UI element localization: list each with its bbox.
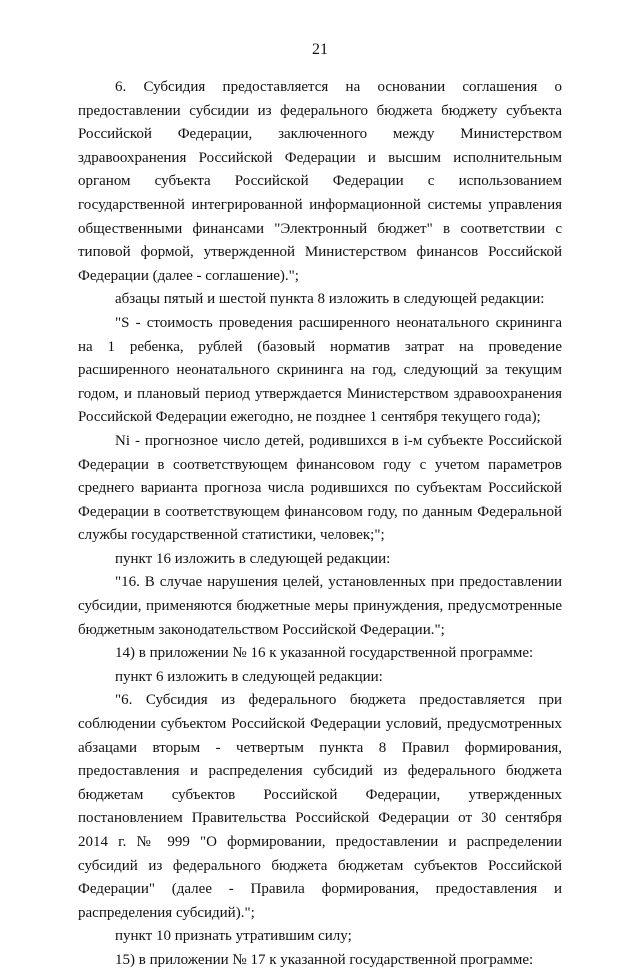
document-body [78,76,562,973]
paragraph-amend-item-16: пункт 16 изложить в следующей редакции: [115,550,391,567]
paragraph-amend-item-8: абзацы пятый и шестой пункта 8 изложить в следующей редакции: [115,291,545,308]
paragraph-ni-definition: Ni - прогнозное число детей, родившихся в i-м субъекте Российской Федерации в соответствующем финансовом году с учетом параметров среднего варианта прогноза числа родившихся по субъектам Российской Федерации в соответствующем финансовом году, по данным Федеральной службы государственной статистики, человек;"; [78,432,562,544]
paragraph-item-10-void: пункт 10 признать утратившим силу; [115,928,352,945]
paragraph-subsidy-agreement: 6. Субсидия предоставляется на основании соглашения о предоставлении субсидии из федерального бюджета бюджету субъекта Российской Федерации, заключенного между Министерством здравоохранения Российской Федерации и высшим исполнительным органом субъекта Российской Федерации с использованием государственной интегрированной информационной системы управления общественными финансами "Электронный бюджет" в соответствии с типовой формой, утвержденной Министерством финансов Российской Федерации (далее - соглашение)."; [78,79,562,284]
paragraph-appendix-16: 14) в приложении № 16 к указанной государственной программе: [115,645,534,662]
paragraph-s-definition: "S - стоимость проведения расширенного неонатального скрининга на 1 ребенка, рублей (базовый норматив затрат на проведение расширенного неонатального скрининга на год, следующий за текущим годом, и плановый период утверждается Министерством здравоохранения Российской Федерации ежегодно, не позднее 1 сентября текущего года); [78,314,562,426]
page-number: 21 [312,41,328,58]
paragraph-appendix-17: 15) в приложении № 17 к указанной государственной программе: [115,951,534,968]
paragraph-item-6-text: "6. Субсидия из федерального бюджета предоставляется при соблюдении субъектом Российской Федерации условий, предусмотренных абзацами вторым - четвертым пункта 8 Правил формирования, предоставления и распределения субсидий из федерального бюджета бюджетам субъектов Российской Федерации, утвержденных постановлением Правительства Российской Федерации от 30 сентября 2014 г. № 999 "О формировании, предоставлении и распределении субсидий из федерального бюджета бюджетам субъектов Российской Федерации" (далее - Правила формирования, предоставления и распределения субсидий)."; [78,692,562,921]
paragraph-item-16-text: "16. В случае нарушения целей, установленных при предоставлении субсидии, применяются бюджетные меры принуждения, предусмотренные бюджетным законодательством Российской Федерации."; [78,574,562,638]
paragraph-amend-item-6: пункт 6 изложить в следующей редакции: [115,668,383,685]
